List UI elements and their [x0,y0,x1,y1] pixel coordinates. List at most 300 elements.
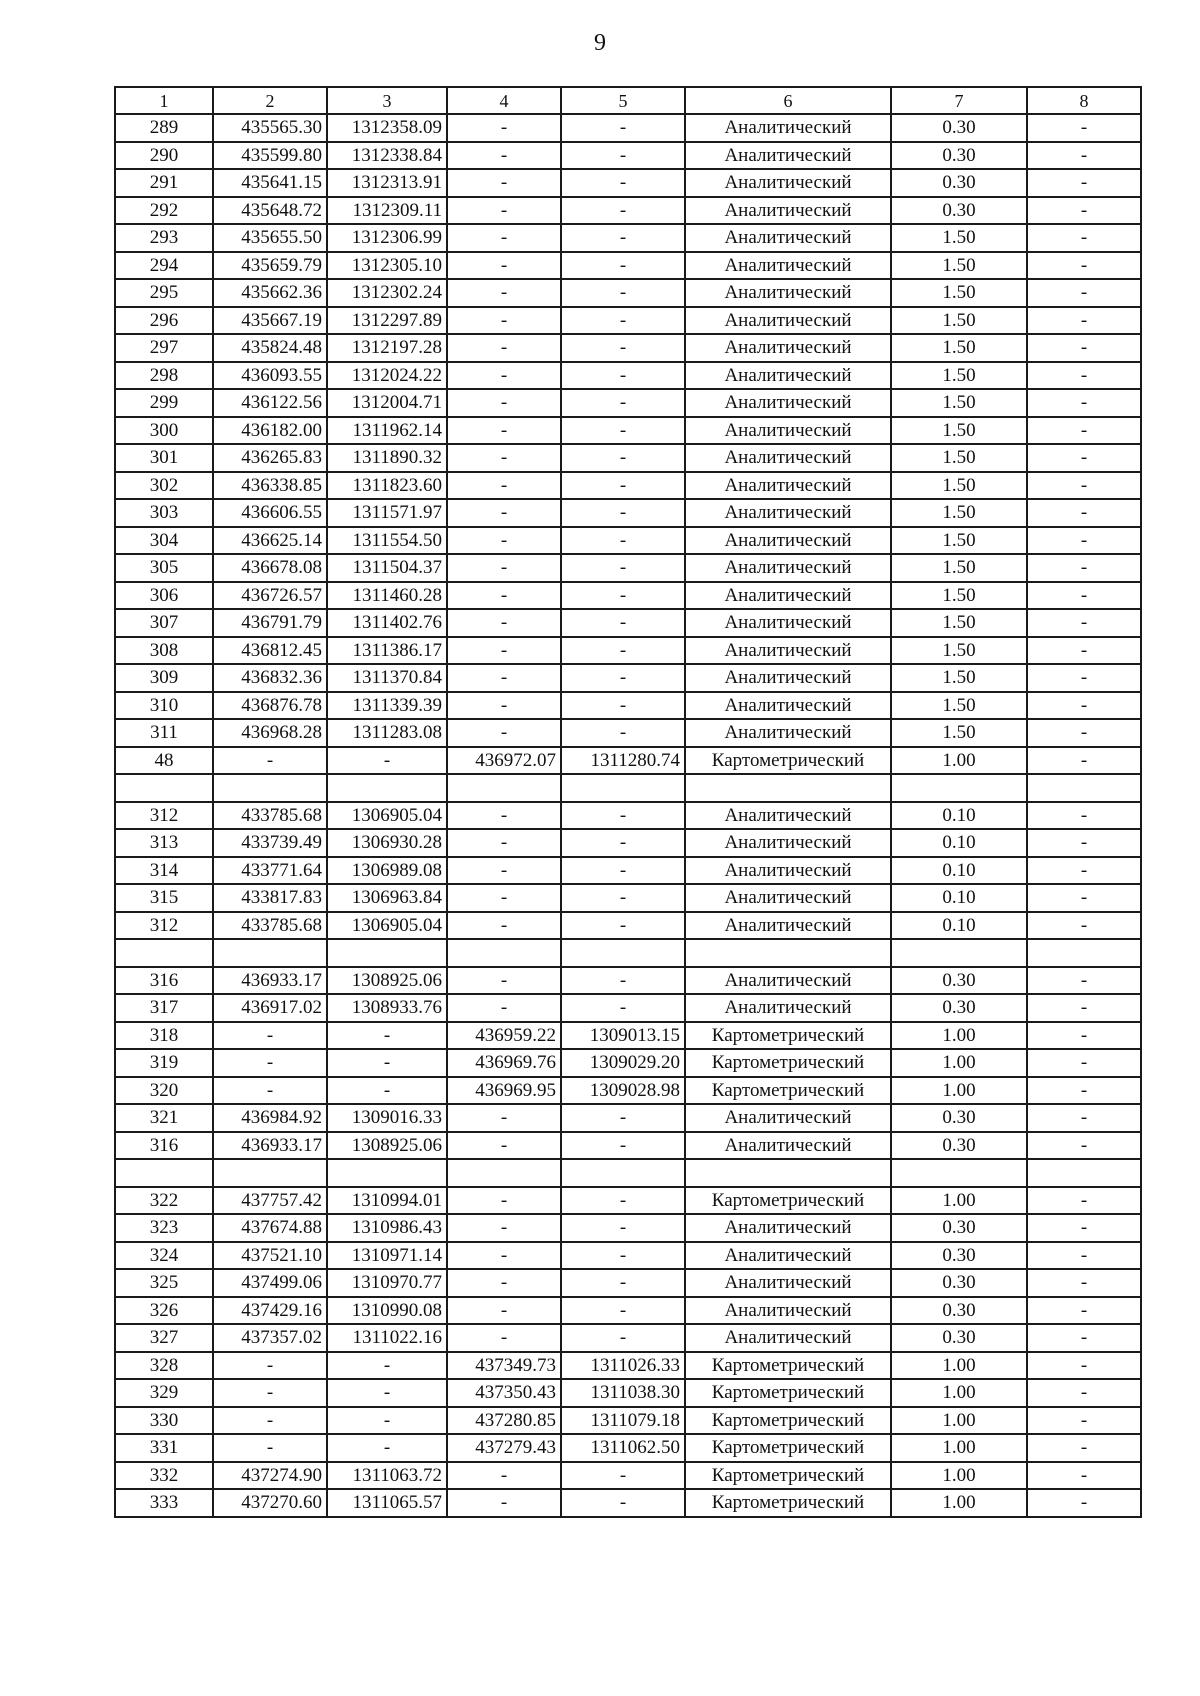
table-cell: 435659.79 [213,252,327,280]
table-cell: - [1027,1462,1141,1490]
table-cell: 333 [115,1489,213,1517]
table-cell: - [447,197,561,225]
table-row [115,554,1141,582]
table-row [115,967,1141,995]
table-cell: - [561,1462,685,1490]
table-cell: - [447,1462,561,1490]
table-cell: 1310990.08 [327,1297,447,1325]
table-cell: 1.50 [891,252,1027,280]
table-cell: 437757.42 [213,1187,327,1215]
table-cell: - [561,1132,685,1160]
table-cell: 304 [115,527,213,555]
table-row [115,252,1141,280]
table-cell: - [1027,362,1141,390]
table-cell: - [1027,994,1141,1022]
table-cell: 323 [115,1214,213,1242]
table-cell: - [561,802,685,830]
table-cell: 1309016.33 [327,1104,447,1132]
table-cell: 1.00 [891,1434,1027,1462]
table-cell: - [447,472,561,500]
table-cell: 1311280.74 [561,747,685,775]
column-header: 2 [213,87,327,114]
table-cell [561,939,685,967]
table-cell: 436791.79 [213,609,327,637]
table-cell: 0.30 [891,1297,1027,1325]
table-cell: - [1027,609,1141,637]
table-row [115,1297,1141,1325]
table-cell: 1311063.72 [327,1462,447,1490]
table-cell: 48 [115,747,213,775]
table-body [115,87,1141,1517]
table-cell: - [1027,1049,1141,1077]
table-cell: - [1027,554,1141,582]
table-row [115,1077,1141,1105]
table-cell [447,1159,561,1187]
table-cell: 1311026.33 [561,1352,685,1380]
table-cell: - [327,1049,447,1077]
table-cell: 1.50 [891,609,1027,637]
table-cell: 329 [115,1379,213,1407]
table-cell: 436338.85 [213,472,327,500]
table-cell: Картометрический [685,1434,891,1462]
table-cell: 1.50 [891,307,1027,335]
table-cell: Картометрический [685,1379,891,1407]
table-cell: - [447,884,561,912]
table-cell: Аналитический [685,802,891,830]
table-cell: 332 [115,1462,213,1490]
table-cell: - [561,967,685,995]
table-cell: 298 [115,362,213,390]
table-cell: 1.00 [891,1049,1027,1077]
table-cell: - [561,307,685,335]
table-cell: 436122.56 [213,389,327,417]
table-cell: - [1027,1489,1141,1517]
table-cell: Аналитический [685,1324,891,1352]
table-row [115,334,1141,362]
table-row [115,1187,1141,1215]
table-cell: 437279.43 [447,1434,561,1462]
table-row [115,1352,1141,1380]
table-cell: - [447,169,561,197]
table-cell: - [447,719,561,747]
table-cell: - [561,884,685,912]
table-cell: - [447,334,561,362]
table-cell: 0.30 [891,142,1027,170]
table-cell: 330 [115,1407,213,1435]
table-cell: - [561,719,685,747]
table-row [115,307,1141,335]
table-cell: - [1027,1022,1141,1050]
table-cell: - [447,252,561,280]
table-cell: - [561,1489,685,1517]
table-row [115,1462,1141,1490]
table-cell: 0.10 [891,829,1027,857]
table-cell: 1.00 [891,1022,1027,1050]
table-cell: 312 [115,912,213,940]
table-cell: 0.30 [891,197,1027,225]
table-cell: - [1027,224,1141,252]
table-row [115,1324,1141,1352]
table-cell: 1311554.50 [327,527,447,555]
table-cell: - [561,857,685,885]
table-cell: 1306963.84 [327,884,447,912]
table-cell: 1308925.06 [327,967,447,995]
table-cell: - [213,1434,327,1462]
table-cell: 1311504.37 [327,554,447,582]
table-cell: 433785.68 [213,802,327,830]
table-row [115,362,1141,390]
table-cell: - [1027,472,1141,500]
table-cell: 1.50 [891,362,1027,390]
table-cell [213,774,327,802]
table-cell: - [1027,142,1141,170]
table-cell: 436984.92 [213,1104,327,1132]
table-row [115,884,1141,912]
table-cell: 295 [115,279,213,307]
table-cell: 0.30 [891,1132,1027,1160]
table-cell: - [561,444,685,472]
table-cell: 1306905.04 [327,802,447,830]
table-cell [1027,939,1141,967]
table-cell: - [447,664,561,692]
table-cell: - [1027,169,1141,197]
table-row [115,472,1141,500]
table-cell: 1306989.08 [327,857,447,885]
table-cell: - [561,389,685,417]
table-cell: 436968.28 [213,719,327,747]
table-cell: 1312358.09 [327,114,447,142]
table-cell: - [1027,747,1141,775]
table-cell: - [213,1352,327,1380]
table-cell: - [213,1379,327,1407]
table-cell: 0.30 [891,1214,1027,1242]
table-cell: - [447,912,561,940]
table-cell: - [447,582,561,610]
table-row [115,224,1141,252]
table-cell [1027,1159,1141,1187]
table-cell: 1312305.10 [327,252,447,280]
table-cell [685,1159,891,1187]
table-cell: 436917.02 [213,994,327,1022]
table-cell: - [447,692,561,720]
table-cell: 1311460.28 [327,582,447,610]
table-cell: 436265.83 [213,444,327,472]
table-cell: - [447,114,561,142]
table-cell: Аналитический [685,334,891,362]
table-cell: - [561,1104,685,1132]
table-row [115,609,1141,637]
table-cell: 1.50 [891,444,1027,472]
table-cell: - [1027,1187,1141,1215]
table-cell: - [447,967,561,995]
table-cell: Аналитический [685,637,891,665]
table-cell: 435824.48 [213,334,327,362]
table-cell: 1.50 [891,554,1027,582]
table-cell: 1.50 [891,389,1027,417]
table-cell: 1.00 [891,1379,1027,1407]
table-cell: 1310994.01 [327,1187,447,1215]
table-cell: - [213,1049,327,1077]
table-cell: Аналитический [685,114,891,142]
table-cell: 1.50 [891,334,1027,362]
table-cell [561,1159,685,1187]
table-row [115,169,1141,197]
table-cell: - [1027,582,1141,610]
table-cell: - [1027,1434,1141,1462]
table-cell [115,1159,213,1187]
table-cell: 435599.80 [213,142,327,170]
table-cell: 1311062.50 [561,1434,685,1462]
table-cell: 1.50 [891,279,1027,307]
header-row [115,87,1141,114]
table-row [115,1379,1141,1407]
table-cell: - [447,554,561,582]
table-cell: 296 [115,307,213,335]
table-cell: 437429.16 [213,1297,327,1325]
table-cell: 1312313.91 [327,169,447,197]
table-cell: - [1027,444,1141,472]
table-cell: - [447,802,561,830]
table-cell: 436182.00 [213,417,327,445]
table-cell: 1311283.08 [327,719,447,747]
table-cell: 435648.72 [213,197,327,225]
table-cell: 435641.15 [213,169,327,197]
table-cell: Аналитический [685,1242,891,1270]
table-cell: - [447,994,561,1022]
table-cell: - [327,747,447,775]
table-cell: - [1027,637,1141,665]
table-cell: - [561,142,685,170]
table-cell: 314 [115,857,213,885]
table-cell: 1310970.77 [327,1269,447,1297]
table-cell [327,774,447,802]
table-cell: Картометрический [685,1407,891,1435]
table-cell: 0.30 [891,1324,1027,1352]
table-cell: - [561,252,685,280]
table-cell: - [1027,1352,1141,1380]
table-row [115,1269,1141,1297]
table-cell: 436876.78 [213,692,327,720]
table-cell: 437357.02 [213,1324,327,1352]
table-cell: 313 [115,829,213,857]
table-cell: Картометрический [685,1352,891,1380]
table-cell: - [447,1187,561,1215]
table-row [115,142,1141,170]
table-cell: - [1027,692,1141,720]
table-row [115,417,1141,445]
table-cell: - [561,664,685,692]
table-cell: 322 [115,1187,213,1215]
table-cell: 436933.17 [213,1132,327,1160]
table-cell: 0.10 [891,884,1027,912]
table-cell: 1310986.43 [327,1214,447,1242]
table-cell: 436969.76 [447,1049,561,1077]
table-cell: 433771.64 [213,857,327,885]
column-header: 7 [891,87,1027,114]
table-cell: 299 [115,389,213,417]
table-row [115,1242,1141,1270]
table-row [115,1489,1141,1517]
table-cell: 436812.45 [213,637,327,665]
table-cell: - [561,334,685,362]
table-cell: - [327,1434,447,1462]
table-cell: Аналитический [685,554,891,582]
table-cell: 437349.73 [447,1352,561,1380]
table-cell: 0.30 [891,114,1027,142]
table-cell: - [1027,802,1141,830]
table-cell: Аналитический [685,609,891,637]
table-cell: 292 [115,197,213,225]
table-cell [685,939,891,967]
column-header: 8 [1027,87,1141,114]
table-cell: Аналитический [685,472,891,500]
table-cell: - [1027,279,1141,307]
table-cell: - [561,499,685,527]
table-row [115,1407,1141,1435]
table-cell: 436969.95 [447,1077,561,1105]
table-cell: 436972.07 [447,747,561,775]
table-cell: 437280.85 [447,1407,561,1435]
table-cell: - [1027,829,1141,857]
table-cell: 309 [115,664,213,692]
table-row [115,1104,1141,1132]
table-cell: 436832.36 [213,664,327,692]
table-cell: Аналитический [685,884,891,912]
table-cell: - [213,1022,327,1050]
table-cell: 435655.50 [213,224,327,252]
table-cell: - [1027,114,1141,142]
table-cell: 321 [115,1104,213,1132]
table-cell: Аналитический [685,527,891,555]
table-cell: - [561,279,685,307]
table-row [115,664,1141,692]
table-cell: - [447,1104,561,1132]
table-cell: - [447,1242,561,1270]
table-cell: 289 [115,114,213,142]
table-cell: - [561,224,685,252]
table-cell: Аналитический [685,224,891,252]
table-cell: - [561,362,685,390]
table-cell: 301 [115,444,213,472]
table-cell: Картометрический [685,1049,891,1077]
table-cell [327,1159,447,1187]
separator-row [115,939,1141,967]
table-cell: 437521.10 [213,1242,327,1270]
table-row [115,1022,1141,1050]
table-cell: Аналитический [685,197,891,225]
table-cell: - [561,994,685,1022]
table-cell: - [447,1214,561,1242]
table-cell: - [561,912,685,940]
table-row [115,637,1141,665]
table-row [115,114,1141,142]
table-cell: 1311386.17 [327,637,447,665]
table-cell: Аналитический [685,857,891,885]
table-cell: - [561,1324,685,1352]
table-cell: Аналитический [685,279,891,307]
column-header: 3 [327,87,447,114]
table-cell: - [1027,1269,1141,1297]
table-cell [327,939,447,967]
table-cell: 1311022.16 [327,1324,447,1352]
table-cell: - [447,417,561,445]
table-row [115,802,1141,830]
table-cell: - [561,582,685,610]
table-cell: 317 [115,994,213,1022]
table-cell: 1.00 [891,1489,1027,1517]
table-cell: 311 [115,719,213,747]
table-cell: 1312302.24 [327,279,447,307]
table-cell: 436625.14 [213,527,327,555]
table-cell: - [327,1379,447,1407]
table-cell: 1309013.15 [561,1022,685,1050]
table-cell: 1311079.18 [561,1407,685,1435]
table-cell: - [561,554,685,582]
table-cell: 1.50 [891,582,1027,610]
table-cell: - [213,747,327,775]
table-cell: 1311823.60 [327,472,447,500]
table-cell: - [327,1022,447,1050]
column-header: 6 [685,87,891,114]
table-cell: Аналитический [685,1297,891,1325]
table-cell: 0.30 [891,1104,1027,1132]
table-cell: - [1027,967,1141,995]
table-cell: - [1027,499,1141,527]
table-cell: 1311571.97 [327,499,447,527]
table-cell: - [561,197,685,225]
table-row [115,499,1141,527]
table-row [115,1214,1141,1242]
table-cell: - [1027,527,1141,555]
table-cell: - [1027,857,1141,885]
table-cell: 433739.49 [213,829,327,857]
table-cell: - [327,1352,447,1380]
table-cell: - [1027,1132,1141,1160]
table-cell: 435667.19 [213,307,327,335]
table-cell: Картометрический [685,1462,891,1490]
table-cell: - [1027,1407,1141,1435]
table-row [115,719,1141,747]
table-cell: - [1027,197,1141,225]
table-cell: - [1027,884,1141,912]
column-header: 4 [447,87,561,114]
table-cell [447,939,561,967]
table-cell: - [447,829,561,857]
table-cell: 318 [115,1022,213,1050]
table-cell: 1308925.06 [327,1132,447,1160]
table-cell: - [561,1187,685,1215]
table-cell: 1312306.99 [327,224,447,252]
table-cell: 0.10 [891,912,1027,940]
table-cell: - [447,637,561,665]
table-cell: Аналитический [685,307,891,335]
table-row [115,389,1141,417]
table-row [115,444,1141,472]
table-cell: - [1027,307,1141,335]
table-cell: 1311962.14 [327,417,447,445]
table-cell: 1.50 [891,664,1027,692]
table-cell: 312 [115,802,213,830]
table-cell: Аналитический [685,692,891,720]
table-cell [447,774,561,802]
table-cell: 328 [115,1352,213,1380]
table-cell: 315 [115,884,213,912]
table-cell: 436726.57 [213,582,327,610]
table-cell: - [1027,389,1141,417]
table-cell [1027,774,1141,802]
table-cell: 320 [115,1077,213,1105]
table-cell: - [561,417,685,445]
